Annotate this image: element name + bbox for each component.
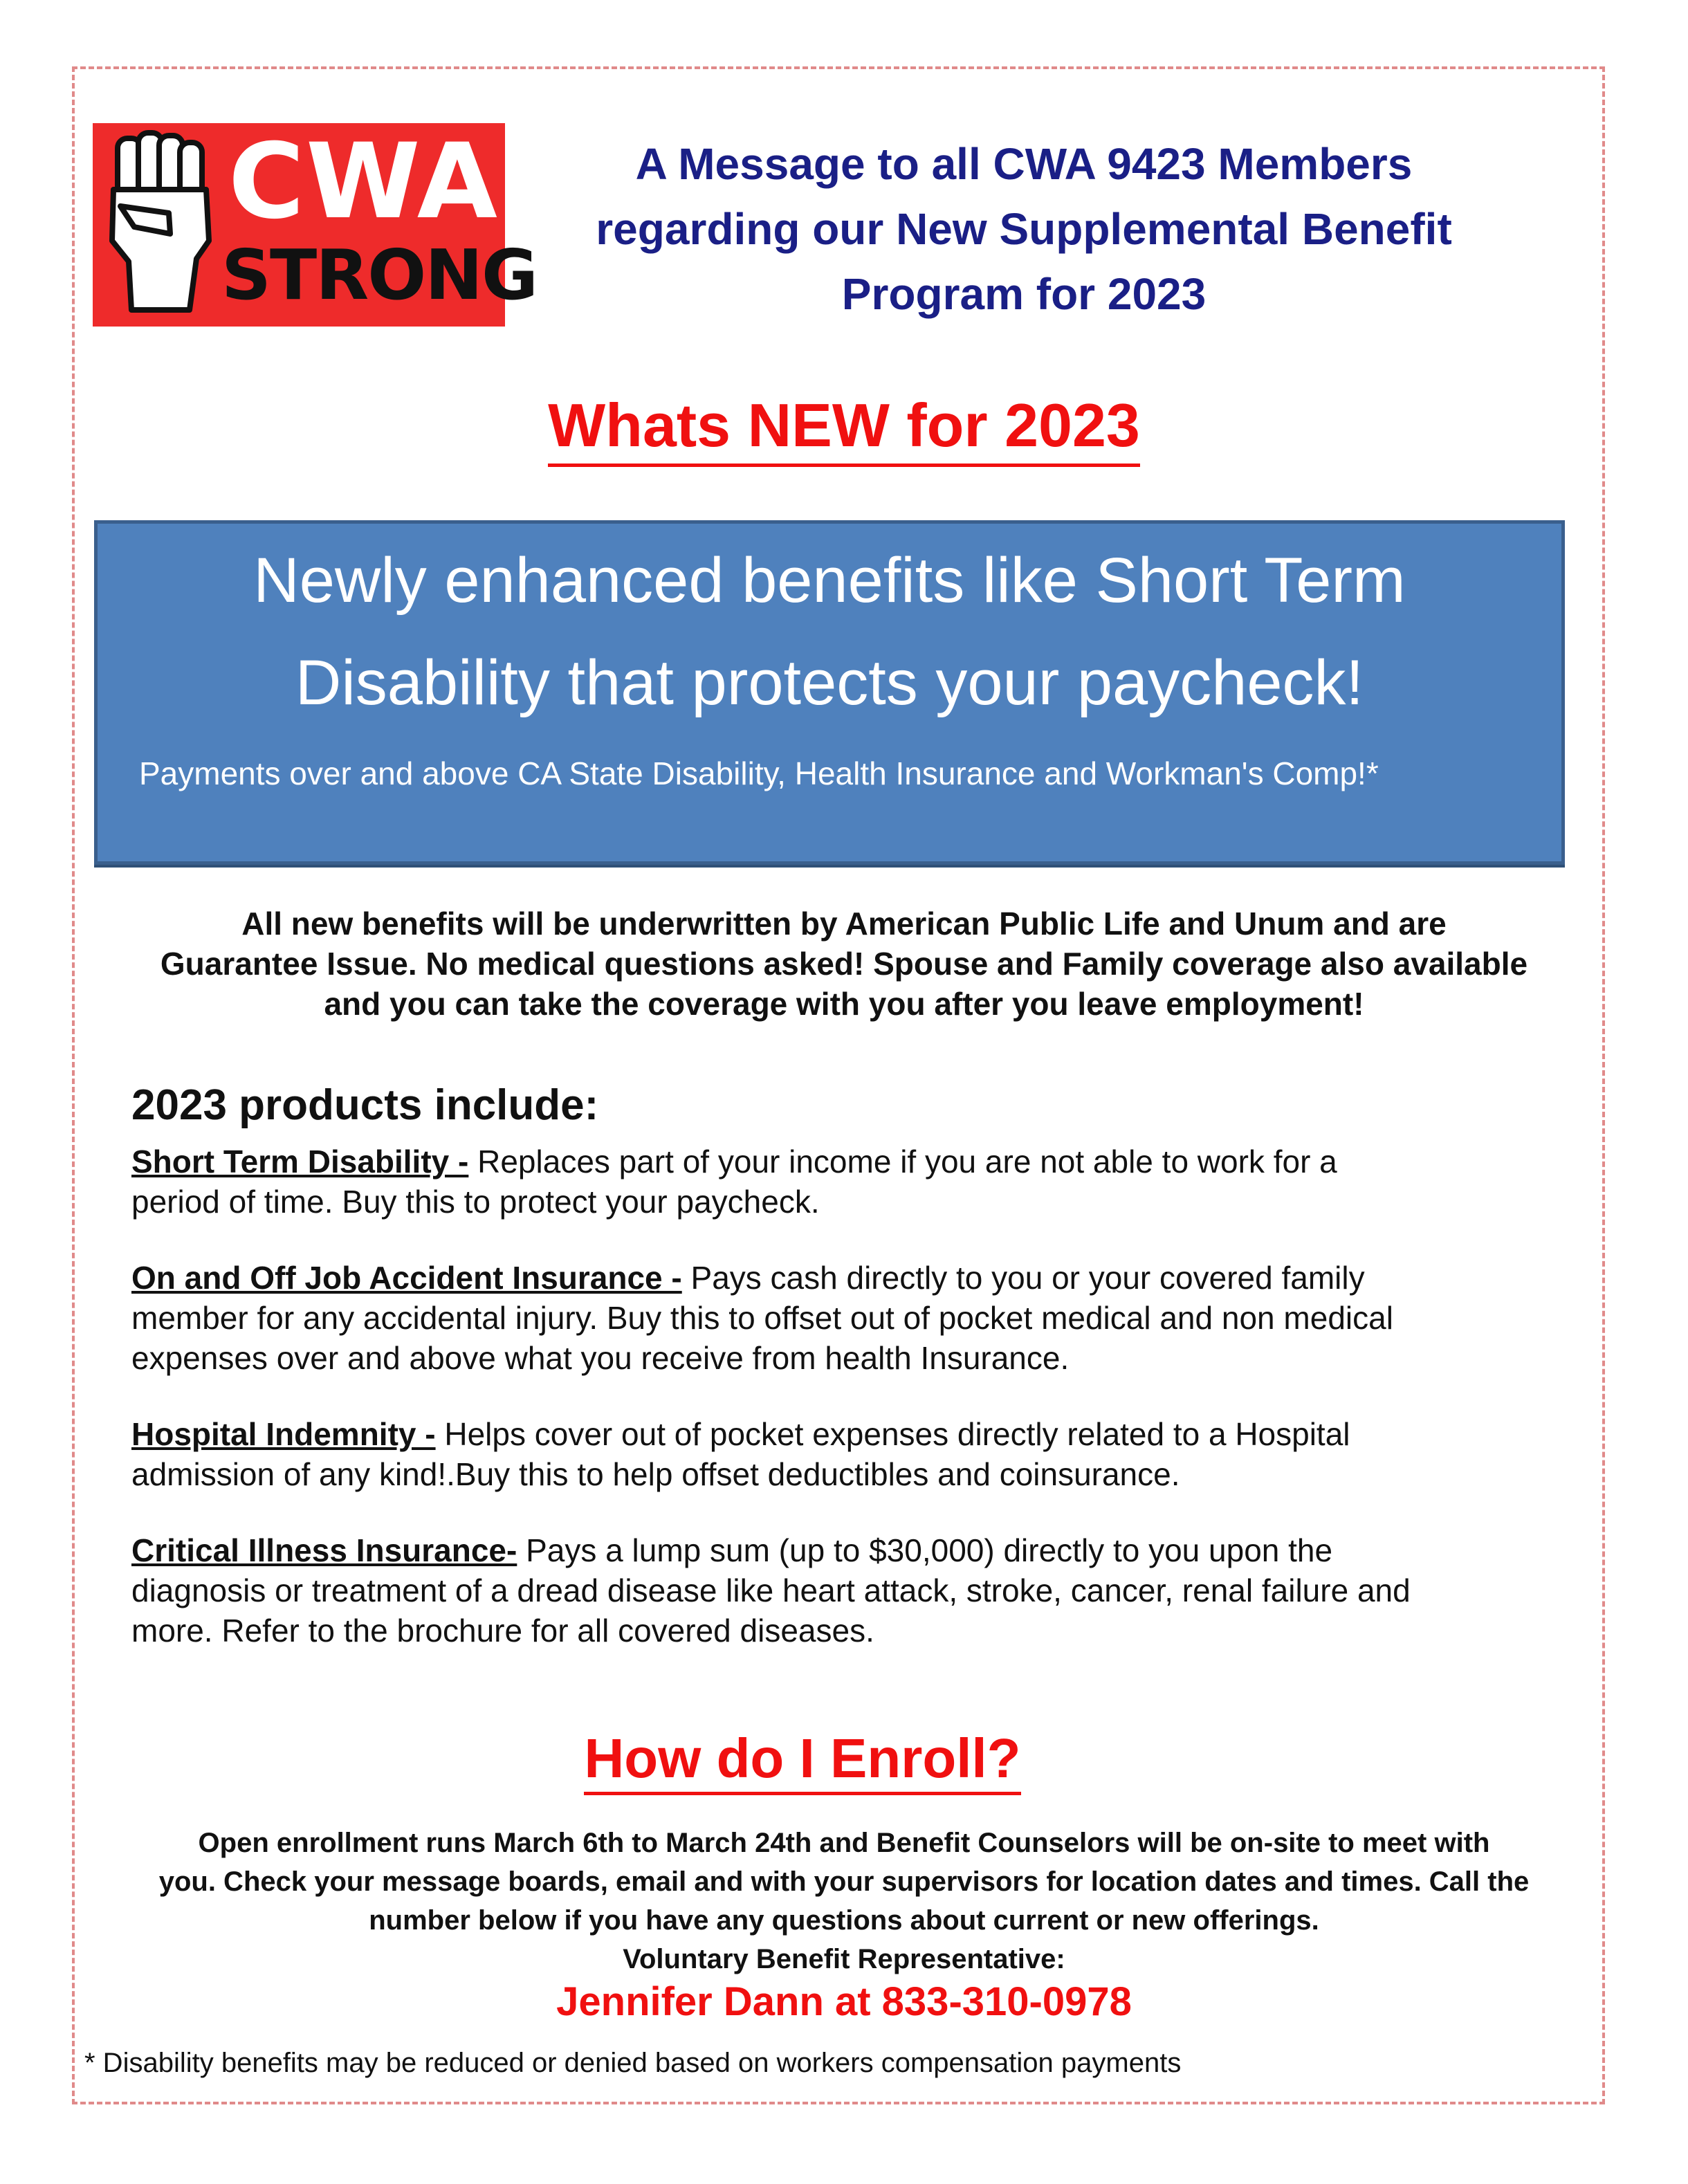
intro-line: All new benefits will be underwritten by American Public Life and Unum and are (241, 906, 1447, 942)
product-name: Short Term Disability - (131, 1144, 469, 1180)
whats-new-heading (0, 387, 1688, 464)
product-name: Critical Illness Insurance- (131, 1532, 517, 1568)
product-desc: diagnosis or treatment of a dread disease like heart attack, stroke, cancer, renal failure and (131, 1572, 1411, 1608)
enroll-heading (0, 1724, 1605, 1793)
contact-info: Jennifer Dann at 833-310-0978 (556, 1979, 1132, 2024)
product-desc: member for any accidental injury. Buy this to offset out of pocket medical and non medical (131, 1300, 1393, 1336)
product-name: Hospital Indemnity - (131, 1416, 436, 1452)
enroll-line: number below if you have any questions about current or new offerings. (369, 1905, 1319, 1936)
product-name: On and Off Job Accident Insurance - (131, 1260, 682, 1296)
logo-word-strong: STRONG (221, 235, 538, 315)
header-message (512, 131, 1536, 327)
highlight-subtext: Payments over and above CA State Disability, Health Insurance and Workman's Comp!* (139, 755, 1379, 791)
enroll-line: Open enrollment runs March 6th to March 24th and Benefit Counselors will be on-site to meet with (198, 1828, 1490, 1858)
highlight-box (94, 520, 1565, 865)
whats-new-title: Whats NEW for 2023 (548, 391, 1140, 467)
enroll-title: How do I Enroll? (584, 1727, 1020, 1795)
product-desc: admission of any kind!.Buy this to help offset deductibles and coinsurance. (131, 1456, 1180, 1492)
product-item (131, 1530, 1577, 1651)
product-item (131, 1141, 1577, 1222)
highlight-line-1: Newly enhanced benefits like Short Term (253, 545, 1406, 616)
header-line: regarding our New Supplemental Benefit (596, 204, 1452, 254)
product-item (131, 1414, 1577, 1494)
product-desc: period of time. Buy this to protect your paycheck. (131, 1184, 820, 1220)
header-line: Program for 2023 (841, 269, 1207, 319)
enroll-line: you. Check your message boards, email and with your supervisors for location dates and times. Call the (158, 1866, 1530, 1897)
enroll-paragraph (118, 1824, 1570, 1979)
product-desc: more. Refer to the brochure for all covered diseases. (131, 1613, 874, 1649)
product-desc: Helps cover out of pocket expenses directly related to a Hospital (435, 1416, 1350, 1452)
footnote: * Disability benefits may be reduced or denied based on workers compensation payments (84, 2048, 1182, 2078)
intro-line: Guarantee Issue. No medical questions asked! Spouse and Family coverage also available (160, 946, 1528, 982)
product-desc: expenses over and above what you receive from health Insurance. (131, 1340, 1070, 1376)
product-desc: Pays cash directly to you or your covered family (681, 1260, 1365, 1296)
logo-word-cwa: CWA (228, 122, 499, 242)
enroll-line: Voluntary Benefit Representative: (623, 1944, 1065, 1974)
intro-paragraph (118, 903, 1570, 1024)
intro-line: and you can take the coverage with you after you leave employment! (324, 986, 1364, 1022)
product-desc: Pays a lump sum (up to $30,000) directly to you upon the (517, 1532, 1333, 1568)
products-title: 2023 products include: (131, 1081, 599, 1129)
highlight-line-2: Disability that protects your paycheck! (295, 648, 1364, 718)
product-desc: Replaces part of your income if you are not able to work for a (468, 1144, 1337, 1180)
cwa-strong-logo (93, 122, 538, 327)
product-item (131, 1258, 1577, 1378)
header-line: A Message to all CWA 9423 Members (635, 139, 1413, 189)
